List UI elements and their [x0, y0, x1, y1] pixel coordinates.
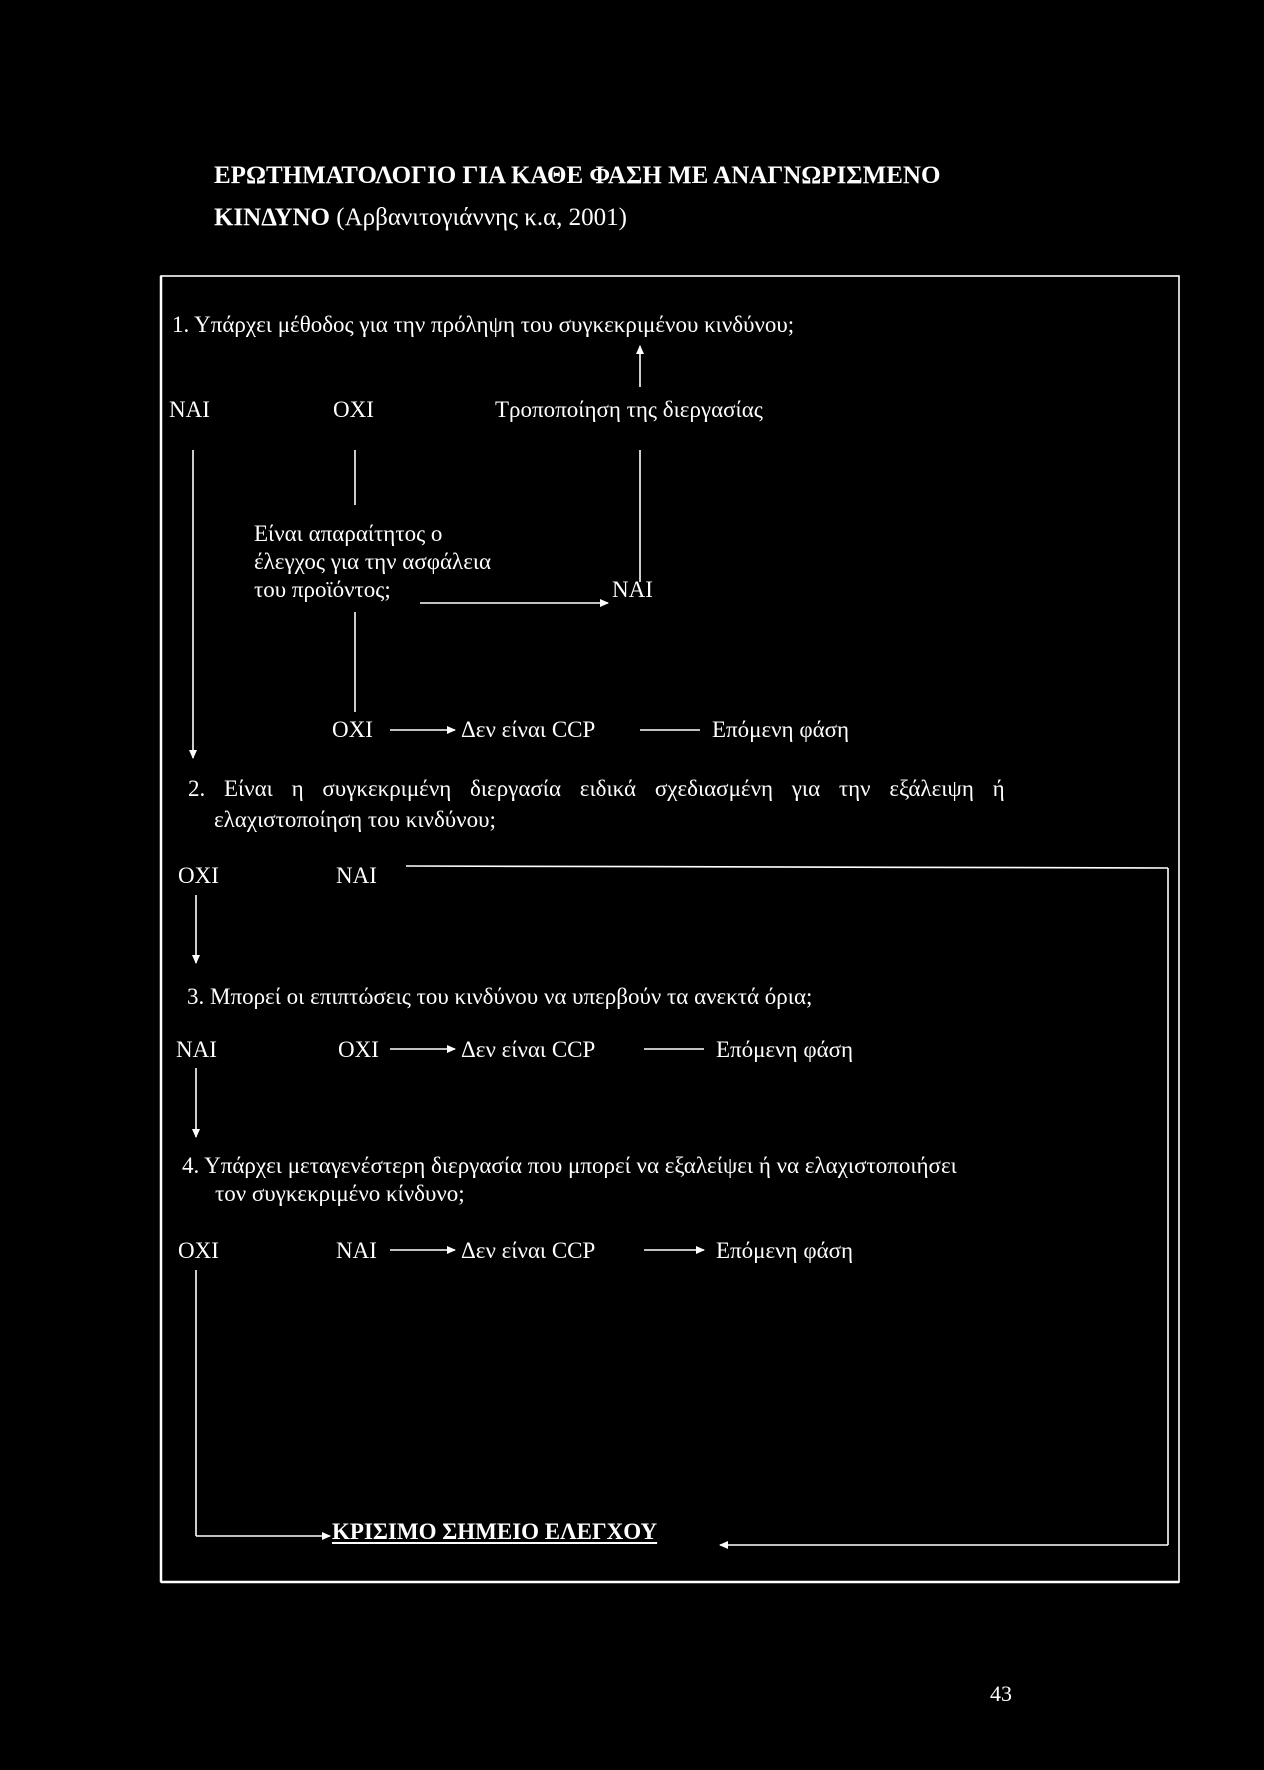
- control-question-line2: έλεγχος για την ασφάλεια: [254, 549, 492, 574]
- q3-yes-label: ΝΑΙ: [176, 1037, 217, 1062]
- q3-question: 3. Μπορεί οι επιπτώσεις του κινδύνου να υπερβούν τα ανεκτά όρια;: [187, 984, 813, 1009]
- q4-question-line2: τον συγκεκριμένο κίνδυνο;: [215, 1181, 465, 1206]
- control-question-line3: του προϊόντος;: [254, 577, 391, 602]
- diagram-frame: [161, 276, 1179, 1582]
- control-no-label: ΟΧΙ: [332, 717, 373, 742]
- control-next-label: Επόμενη φάση: [712, 717, 850, 742]
- q2-yes-label: ΝΑΙ: [336, 863, 377, 888]
- page-title-line1: ΕΡΩΤΗΜΑΤΟΛΟΓΙΟ ΓΙΑ ΚΑΘΕ ΦΑΣΗ ΜΕ ΑΝΑΓΝΩΡΙΣΜΕΝΟ: [214, 162, 941, 189]
- q1-no-label: ΟΧΙ: [333, 397, 374, 422]
- q2-yes-connector: [406, 866, 1168, 868]
- q3-next-label: Επόμενη φάση: [716, 1037, 854, 1062]
- page-title-line2: ΚΙΝΔΥΝΟ (Αρβανιτογιάννης κ.α, 2001): [214, 204, 627, 231]
- control-not-ccp-label: Δεν είναι CCP: [461, 717, 596, 742]
- control-question-line1: Είναι απαραίτητος ο: [254, 521, 443, 546]
- q3-no-label: ΟΧΙ: [338, 1037, 379, 1062]
- q2-question-line2: ελαχιστοποίηση του κινδύνου;: [214, 807, 496, 832]
- q4-next-label: Επόμενη φάση: [716, 1238, 854, 1263]
- q4-no-label: ΟΧΙ: [178, 1238, 219, 1263]
- page-number: 43: [990, 1681, 1012, 1706]
- control-yes-label: ΝΑΙ: [612, 577, 653, 602]
- q4-not-ccp-label: Δεν είναι CCP: [461, 1238, 596, 1263]
- q2-question-line1: 2. Είναι η συγκεκριμένη διεργασία ειδικά σχεδιασμένη για την εξάλειψη ή: [188, 776, 1005, 801]
- q4-question-line1: 4. Υπάρχει μεταγενέστερη διεργασία που μπορεί να εξαλείψει ή να ελαχιστοποιήσει: [182, 1153, 957, 1178]
- ccp-result-label: ΚΡΙΣΙΜΟ ΣΗΜΕΙΟ ΕΛΕΓΧΟΥ: [332, 1519, 658, 1544]
- q4-yes-label: ΝΑΙ: [336, 1238, 377, 1263]
- q3-not-ccp-label: Δεν είναι CCP: [461, 1037, 596, 1062]
- q1-yes-label: ΝΑΙ: [169, 397, 210, 422]
- q1-question: 1. Υπάρχει μέθοδος για την πρόληψη του συγκεκριμένου κινδύνου;: [172, 312, 795, 337]
- q1-modify-label: Τροποποίηση της διεργασίας: [495, 397, 763, 422]
- q2-no-label: ΟΧΙ: [178, 863, 219, 888]
